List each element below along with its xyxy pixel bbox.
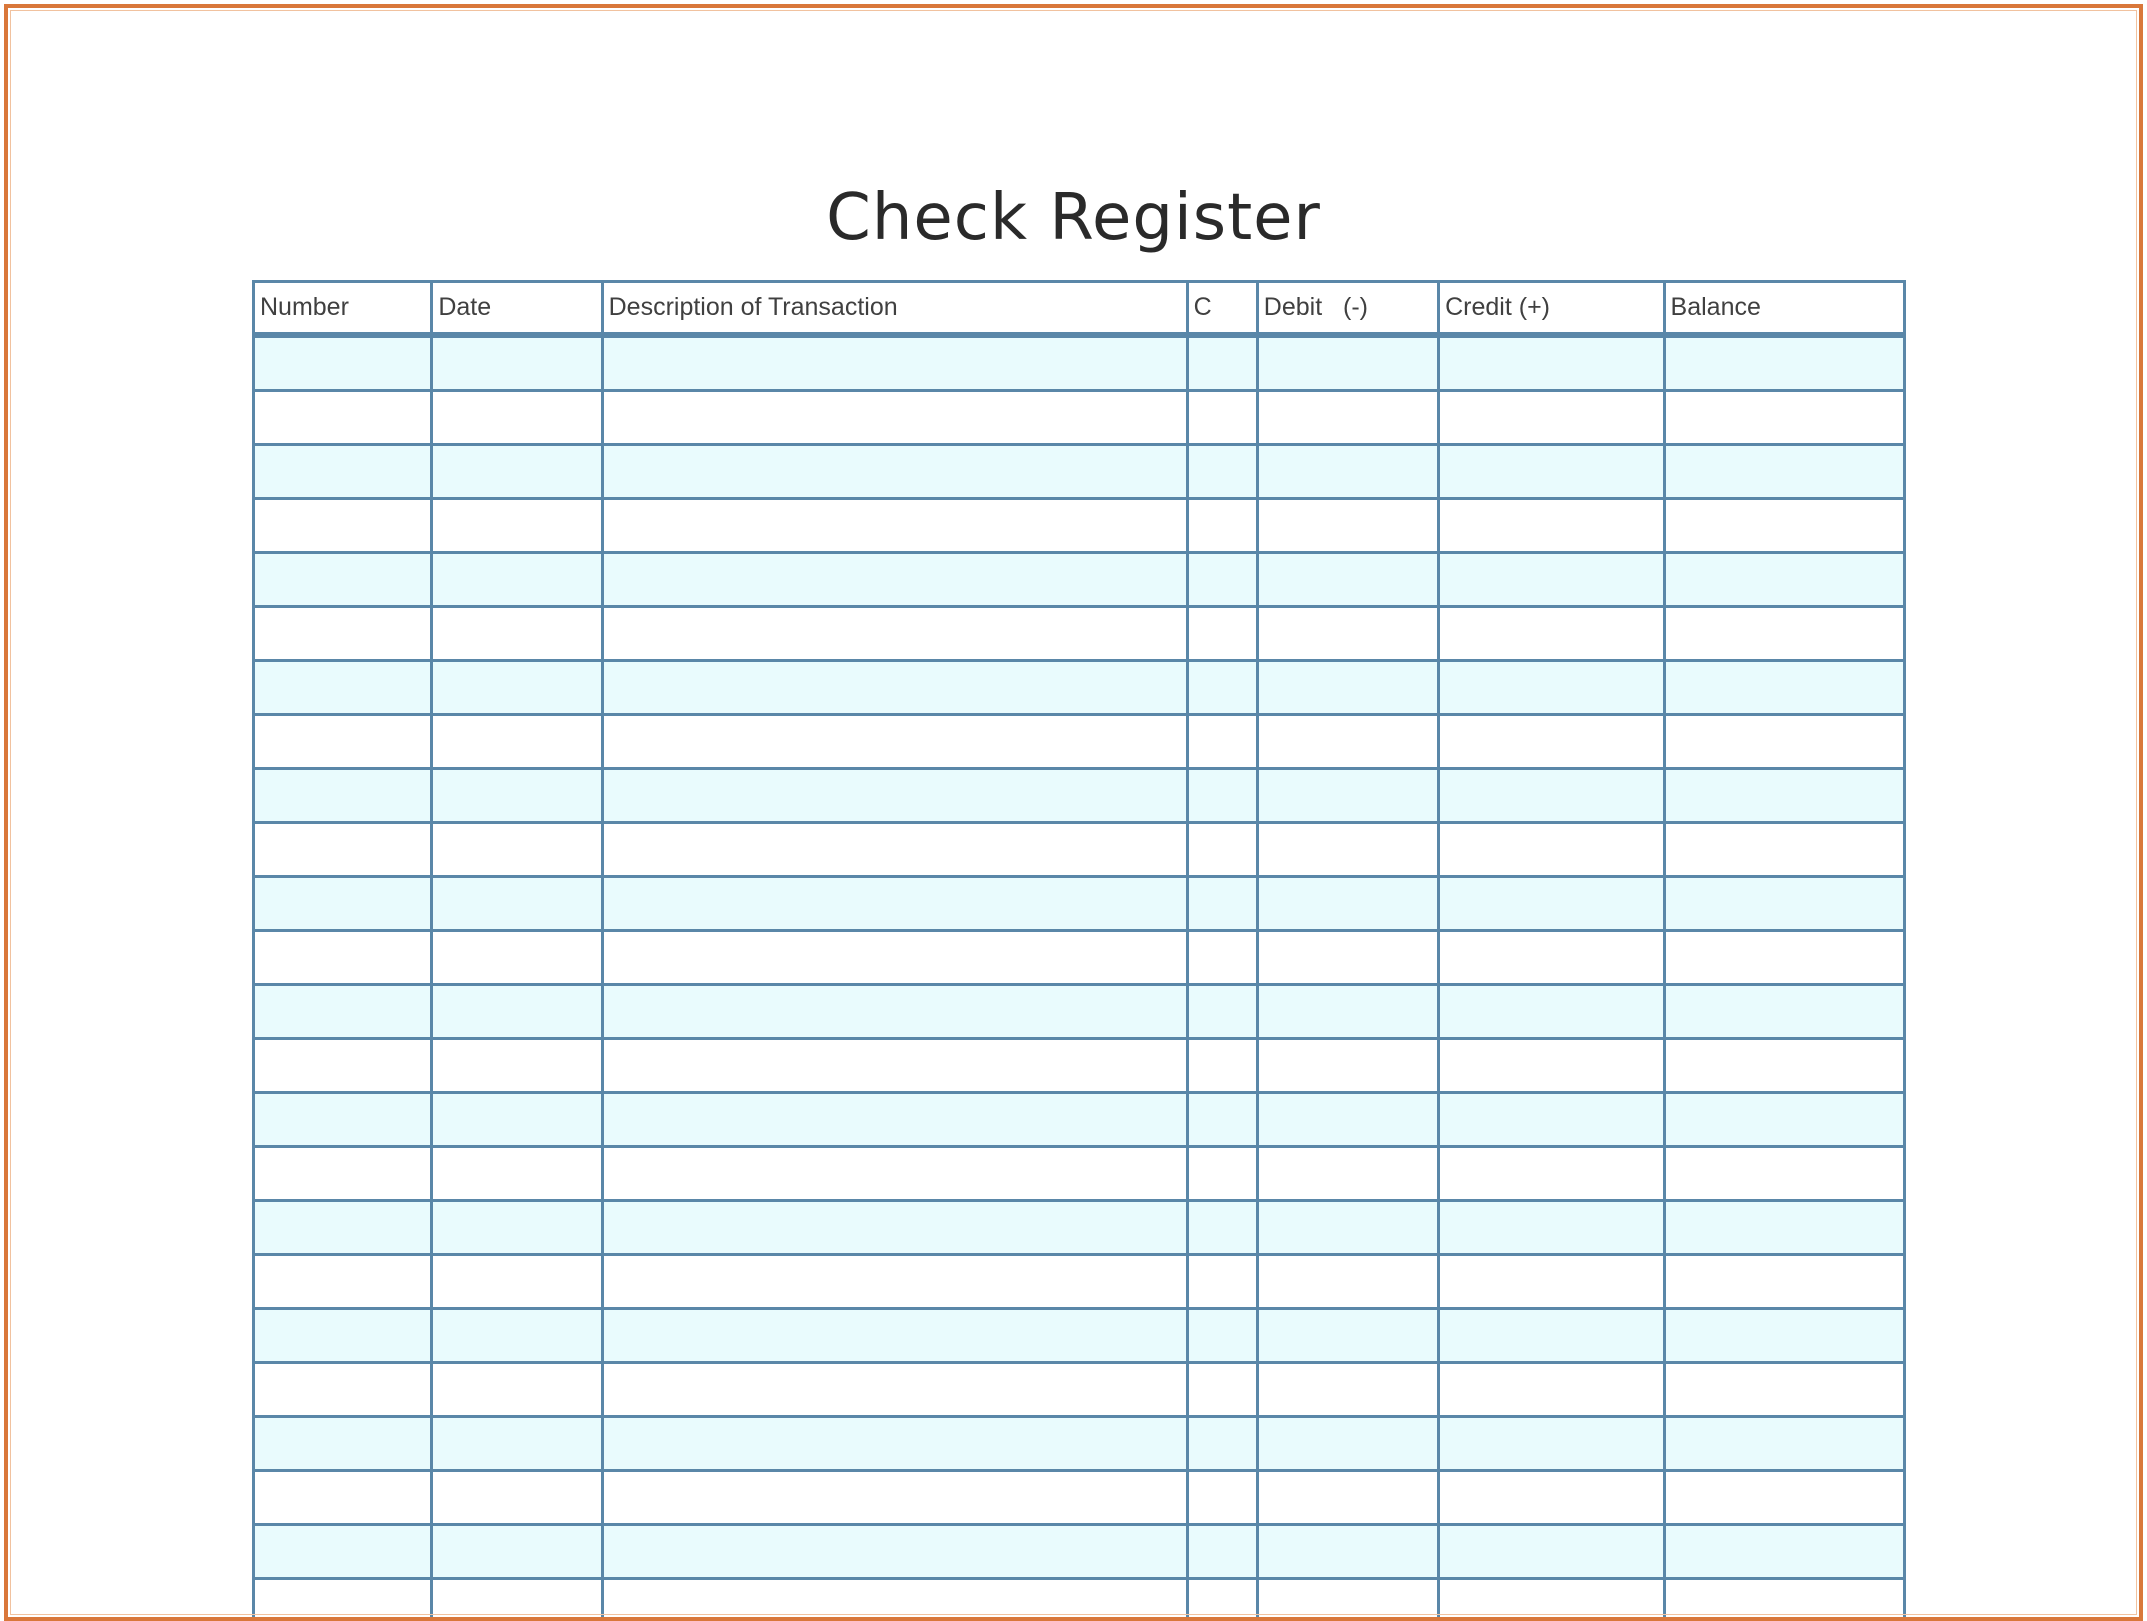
date-cell[interactable] — [432, 769, 602, 823]
date-cell[interactable] — [432, 823, 602, 877]
debit-cell[interactable] — [1257, 391, 1438, 445]
table-row — [254, 1093, 1905, 1147]
balance-cell[interactable] — [1664, 499, 1904, 553]
credit-cell[interactable] — [1439, 1255, 1664, 1309]
description-cell[interactable] — [602, 1255, 1187, 1309]
description-cell[interactable] — [602, 877, 1187, 931]
debit-cell[interactable] — [1257, 445, 1438, 499]
credit-cell[interactable] — [1439, 661, 1664, 715]
debit-cell[interactable] — [1257, 877, 1438, 931]
description-cell[interactable] — [602, 1471, 1187, 1525]
description-cell[interactable] — [602, 335, 1187, 391]
cleared-cell[interactable] — [1187, 661, 1257, 715]
column-header-credit: Credit (+) — [1439, 282, 1664, 336]
number-cell[interactable] — [254, 1093, 432, 1147]
description-cell[interactable] — [602, 1525, 1187, 1579]
debit-cell[interactable] — [1257, 1309, 1438, 1363]
credit-cell[interactable] — [1439, 1147, 1664, 1201]
number-cell[interactable] — [254, 1039, 432, 1093]
cleared-cell[interactable] — [1187, 985, 1257, 1039]
number-cell[interactable] — [254, 769, 432, 823]
balance-cell[interactable] — [1664, 823, 1904, 877]
description-cell[interactable] — [602, 823, 1187, 877]
credit-cell[interactable] — [1439, 823, 1664, 877]
number-cell[interactable] — [254, 1147, 432, 1201]
balance-cell[interactable] — [1664, 553, 1904, 607]
date-cell[interactable] — [432, 931, 602, 985]
table-row — [254, 1525, 1905, 1579]
description-cell[interactable] — [602, 661, 1187, 715]
date-cell[interactable] — [432, 1309, 602, 1363]
number-cell[interactable] — [254, 661, 432, 715]
credit-cell[interactable] — [1439, 769, 1664, 823]
description-cell[interactable] — [602, 1363, 1187, 1417]
number-cell[interactable] — [254, 607, 432, 661]
cleared-cell[interactable] — [1187, 1201, 1257, 1255]
balance-cell[interactable] — [1664, 1363, 1904, 1417]
table-row — [254, 1579, 1905, 1621]
credit-cell[interactable] — [1439, 1525, 1664, 1579]
credit-cell[interactable] — [1439, 335, 1664, 391]
cleared-cell[interactable] — [1187, 1417, 1257, 1471]
number-cell[interactable] — [254, 1579, 432, 1621]
cleared-cell[interactable] — [1187, 715, 1257, 769]
date-cell[interactable] — [432, 391, 602, 445]
number-cell[interactable] — [254, 877, 432, 931]
description-cell[interactable] — [602, 1201, 1187, 1255]
debit-cell[interactable] — [1257, 553, 1438, 607]
column-header-description: Description of Transaction — [602, 282, 1187, 336]
debit-cell[interactable] — [1257, 1579, 1438, 1621]
balance-cell[interactable] — [1664, 877, 1904, 931]
balance-cell[interactable] — [1664, 1471, 1904, 1525]
number-cell[interactable] — [254, 715, 432, 769]
table-row — [254, 1201, 1905, 1255]
date-cell[interactable] — [432, 661, 602, 715]
date-cell[interactable] — [432, 445, 602, 499]
credit-cell[interactable] — [1439, 445, 1664, 499]
table-row — [254, 823, 1905, 877]
cleared-cell[interactable] — [1187, 445, 1257, 499]
description-cell[interactable] — [602, 715, 1187, 769]
register-body — [254, 335, 1905, 1621]
number-cell[interactable] — [254, 931, 432, 985]
number-cell[interactable] — [254, 1471, 432, 1525]
debit-cell[interactable] — [1257, 1255, 1438, 1309]
number-cell[interactable] — [254, 335, 432, 391]
cleared-cell[interactable] — [1187, 335, 1257, 391]
page-frame — [4, 4, 2143, 1621]
balance-cell[interactable] — [1664, 985, 1904, 1039]
date-cell[interactable] — [432, 1417, 602, 1471]
date-cell[interactable] — [432, 335, 602, 391]
date-cell[interactable] — [432, 877, 602, 931]
balance-cell[interactable] — [1664, 661, 1904, 715]
cleared-cell[interactable] — [1187, 1579, 1257, 1621]
debit-cell[interactable] — [1257, 1093, 1438, 1147]
date-cell[interactable] — [432, 1093, 602, 1147]
description-cell[interactable] — [602, 1309, 1187, 1363]
description-cell[interactable] — [602, 1039, 1187, 1093]
credit-cell[interactable] — [1439, 985, 1664, 1039]
credit-cell[interactable] — [1439, 1363, 1664, 1417]
credit-cell[interactable] — [1439, 931, 1664, 985]
debit-cell[interactable] — [1257, 1039, 1438, 1093]
balance-cell[interactable] — [1664, 1093, 1904, 1147]
date-cell[interactable] — [432, 985, 602, 1039]
date-cell[interactable] — [432, 1255, 602, 1309]
cleared-cell[interactable] — [1187, 823, 1257, 877]
table-row — [254, 1309, 1905, 1363]
credit-cell[interactable] — [1439, 553, 1664, 607]
cleared-cell[interactable] — [1187, 553, 1257, 607]
debit-cell[interactable] — [1257, 1201, 1438, 1255]
credit-cell[interactable] — [1439, 607, 1664, 661]
table-row — [254, 1417, 1905, 1471]
table-row — [254, 661, 1905, 715]
cleared-cell[interactable] — [1187, 391, 1257, 445]
column-header-date: Date — [432, 282, 602, 336]
date-cell[interactable] — [432, 1147, 602, 1201]
number-cell[interactable] — [254, 985, 432, 1039]
page-title: Check Register — [826, 181, 1321, 255]
description-cell[interactable] — [602, 931, 1187, 985]
description-cell[interactable] — [602, 1579, 1187, 1621]
description-cell[interactable] — [602, 391, 1187, 445]
cleared-cell[interactable] — [1187, 499, 1257, 553]
debit-cell[interactable] — [1257, 985, 1438, 1039]
table-row — [254, 607, 1905, 661]
debit-cell[interactable] — [1257, 769, 1438, 823]
cleared-cell[interactable] — [1187, 1525, 1257, 1579]
debit-cell[interactable] — [1257, 715, 1438, 769]
table-row — [254, 877, 1905, 931]
cleared-cell[interactable] — [1187, 1093, 1257, 1147]
check-register-table — [252, 280, 1906, 1621]
table-row — [254, 1471, 1905, 1525]
credit-cell[interactable] — [1439, 1201, 1664, 1255]
credit-cell[interactable] — [1439, 877, 1664, 931]
number-cell[interactable] — [254, 1309, 432, 1363]
balance-cell[interactable] — [1664, 1417, 1904, 1471]
date-cell[interactable] — [432, 1579, 602, 1621]
date-cell[interactable] — [432, 1363, 602, 1417]
balance-cell[interactable] — [1664, 445, 1904, 499]
credit-cell[interactable] — [1439, 1093, 1664, 1147]
table-row — [254, 1147, 1905, 1201]
cleared-cell[interactable] — [1187, 1471, 1257, 1525]
balance-cell[interactable] — [1664, 1525, 1904, 1579]
table-row — [254, 499, 1905, 553]
number-cell[interactable] — [254, 1525, 432, 1579]
credit-cell[interactable] — [1439, 1039, 1664, 1093]
cleared-cell[interactable] — [1187, 877, 1257, 931]
cleared-cell[interactable] — [1187, 1363, 1257, 1417]
description-cell[interactable] — [602, 985, 1187, 1039]
debit-cell[interactable] — [1257, 335, 1438, 391]
cleared-cell[interactable] — [1187, 931, 1257, 985]
column-header-cleared: C — [1187, 282, 1257, 336]
cleared-cell[interactable] — [1187, 769, 1257, 823]
table-row — [254, 335, 1905, 391]
debit-cell[interactable] — [1257, 1363, 1438, 1417]
cleared-cell[interactable] — [1187, 1039, 1257, 1093]
table-row — [254, 931, 1905, 985]
table-row — [254, 445, 1905, 499]
table-row — [254, 1255, 1905, 1309]
balance-cell[interactable] — [1664, 1147, 1904, 1201]
date-cell[interactable] — [432, 607, 602, 661]
number-cell[interactable] — [254, 1363, 432, 1417]
cleared-cell[interactable] — [1187, 1147, 1257, 1201]
column-header-balance: Balance — [1664, 282, 1904, 336]
table-row — [254, 769, 1905, 823]
description-cell[interactable] — [602, 445, 1187, 499]
debit-cell[interactable] — [1257, 661, 1438, 715]
table-row — [254, 553, 1905, 607]
credit-cell[interactable] — [1439, 1309, 1664, 1363]
description-cell[interactable] — [602, 769, 1187, 823]
number-cell[interactable] — [254, 1255, 432, 1309]
debit-cell[interactable] — [1257, 607, 1438, 661]
balance-cell[interactable] — [1664, 931, 1904, 985]
debit-cell[interactable] — [1257, 1417, 1438, 1471]
description-cell[interactable] — [602, 607, 1187, 661]
description-cell[interactable] — [602, 499, 1187, 553]
column-header-number: Number — [254, 282, 432, 336]
number-cell[interactable] — [254, 445, 432, 499]
cleared-cell[interactable] — [1187, 1255, 1257, 1309]
date-cell[interactable] — [432, 1471, 602, 1525]
table-row — [254, 1039, 1905, 1093]
date-cell[interactable] — [432, 715, 602, 769]
debit-cell[interactable] — [1257, 1147, 1438, 1201]
date-cell[interactable] — [432, 1525, 602, 1579]
table-row — [254, 715, 1905, 769]
number-cell[interactable] — [254, 391, 432, 445]
credit-cell[interactable] — [1439, 1471, 1664, 1525]
description-cell[interactable] — [602, 1093, 1187, 1147]
credit-cell[interactable] — [1439, 499, 1664, 553]
debit-cell[interactable] — [1257, 1471, 1438, 1525]
number-cell[interactable] — [254, 1201, 432, 1255]
date-cell[interactable] — [432, 499, 602, 553]
debit-cell[interactable] — [1257, 931, 1438, 985]
date-cell[interactable] — [432, 553, 602, 607]
credit-cell[interactable] — [1439, 1579, 1664, 1621]
balance-cell[interactable] — [1664, 1039, 1904, 1093]
description-cell[interactable] — [602, 1417, 1187, 1471]
balance-cell[interactable] — [1664, 715, 1904, 769]
table-row — [254, 985, 1905, 1039]
balance-cell[interactable] — [1664, 1201, 1904, 1255]
description-cell[interactable] — [602, 1147, 1187, 1201]
balance-cell[interactable] — [1664, 335, 1904, 391]
number-cell[interactable] — [254, 823, 432, 877]
balance-cell[interactable] — [1664, 1579, 1904, 1621]
balance-cell[interactable] — [1664, 391, 1904, 445]
balance-cell[interactable] — [1664, 607, 1904, 661]
credit-cell[interactable] — [1439, 715, 1664, 769]
date-cell[interactable] — [432, 1039, 602, 1093]
header-row — [254, 282, 1905, 336]
debit-cell[interactable] — [1257, 823, 1438, 877]
cleared-cell[interactable] — [1187, 1309, 1257, 1363]
debit-cell[interactable] — [1257, 499, 1438, 553]
balance-cell[interactable] — [1664, 769, 1904, 823]
balance-cell[interactable] — [1664, 1309, 1904, 1363]
credit-cell[interactable] — [1439, 1417, 1664, 1471]
number-cell[interactable] — [254, 1417, 432, 1471]
debit-cell[interactable] — [1257, 1525, 1438, 1579]
date-cell[interactable] — [432, 1201, 602, 1255]
credit-cell[interactable] — [1439, 391, 1664, 445]
column-header-debit: Debit (-) — [1257, 282, 1438, 336]
table-row — [254, 391, 1905, 445]
cleared-cell[interactable] — [1187, 607, 1257, 661]
balance-cell[interactable] — [1664, 1255, 1904, 1309]
description-cell[interactable] — [602, 553, 1187, 607]
number-cell[interactable] — [254, 499, 432, 553]
number-cell[interactable] — [254, 553, 432, 607]
table-row — [254, 1363, 1905, 1417]
